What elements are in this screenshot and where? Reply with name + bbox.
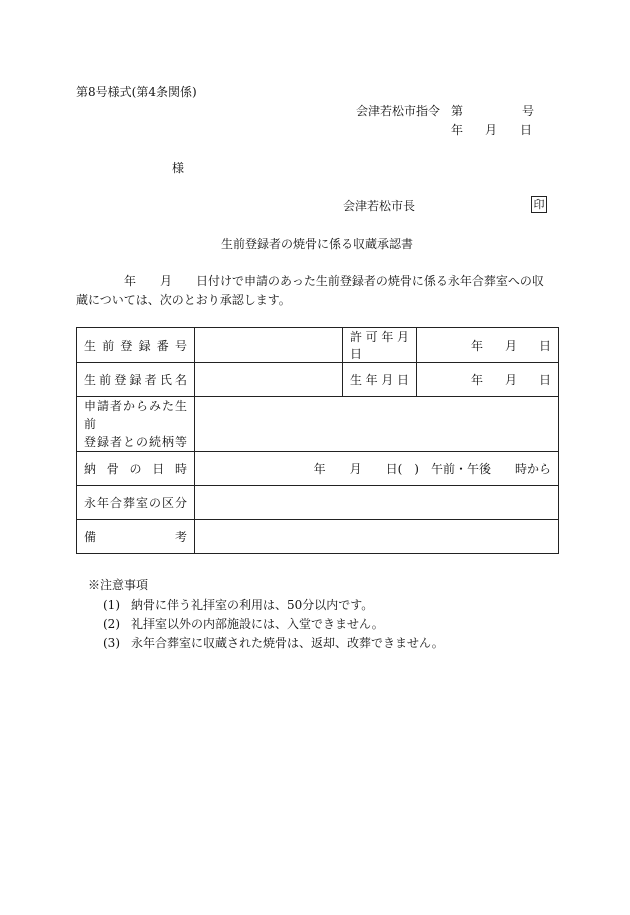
table-row [77, 452, 559, 486]
body-month: 月 [160, 274, 173, 288]
note-text: 礼拝室以外の内部施設には、入堂できません。 [131, 617, 384, 631]
mayor-title: 会津若松市長 [343, 199, 416, 213]
datetime-year: 年 [313, 462, 326, 476]
relation-value[interactable] [195, 397, 559, 452]
registrant-name-label: 生前登録者氏名 [77, 363, 195, 397]
permit-date-label: 許可年月日 [343, 328, 417, 363]
note-number: (2) [103, 617, 120, 631]
note-number: (3) [103, 636, 120, 650]
table-row [77, 520, 559, 554]
info-table [76, 327, 559, 554]
room-category-label: 永年合葬室の区分 [77, 486, 195, 520]
body-year: 年 [124, 274, 137, 288]
interment-label: 納骨の日時 [77, 452, 195, 486]
seal-stamp: 印 [531, 196, 547, 213]
date-day: 日 [538, 373, 551, 387]
table-row [77, 397, 559, 452]
directive-dai: 第 [451, 104, 464, 118]
birth-date-label: 生年月日 [343, 363, 417, 397]
date-day: 日 [520, 123, 533, 137]
interment-datetime-value[interactable] [195, 452, 559, 486]
date-year: 年 [470, 373, 483, 387]
note-number: (1) [103, 598, 120, 612]
datetime-ampm: 午前・午後 [430, 462, 491, 476]
relation-label-line-1: 申請者からみた生前 [84, 399, 187, 431]
body-line-2: 蔵については、次のとおり承認します。 [76, 293, 291, 307]
directive-prefix: 会津若松市指令 [356, 104, 441, 118]
reg-number-value[interactable] [195, 328, 343, 363]
remarks-label-2: 考 [174, 530, 187, 544]
room-category-value[interactable] [195, 486, 559, 520]
date-month: 月 [504, 373, 517, 387]
date-month: 月 [485, 123, 498, 137]
datetime-hour: 時から [514, 462, 551, 476]
table-row [77, 486, 559, 520]
date-year: 年 [451, 123, 464, 137]
note-text: 納骨に伴う礼拝室の利用は、50分以内です。 [131, 598, 374, 612]
form-number: 第8号様式(第4条関係) [76, 85, 197, 99]
relation-label-line-2: 登録者との続柄等 [84, 435, 187, 449]
datetime-month: 月 [349, 462, 362, 476]
remarks-label [77, 520, 195, 554]
note-text: 永年合葬室に収蔵された焼骨は、返却、改葬できません。 [131, 636, 444, 650]
permit-date-value[interactable] [417, 328, 559, 363]
table-row [77, 363, 559, 397]
addressee-suffix: 様 [172, 161, 185, 175]
body-line-1-text: 日付けで申請のあった生前登録者の焼骨に係る永年合葬室への収 [196, 274, 544, 288]
datetime-day: 日( ) [385, 462, 419, 476]
date-day: 日 [538, 338, 551, 353]
relation-label [77, 397, 195, 452]
document-title: 生前登録者の焼骨に係る収蔵承認書 [221, 237, 414, 251]
birth-date-value[interactable] [417, 363, 559, 397]
table-row [77, 328, 559, 363]
body-line-1 [76, 275, 558, 287]
registrant-name-value[interactable] [195, 363, 343, 397]
remarks-label-1: 備 [84, 530, 97, 544]
remarks-value[interactable] [195, 520, 559, 554]
notes-heading: ※注意事項 [88, 578, 149, 592]
directive-go: 号 [522, 104, 535, 118]
date-year: 年 [470, 338, 483, 353]
date-month: 月 [504, 338, 517, 353]
reg-number-label: 生前登録番号 [77, 328, 195, 363]
